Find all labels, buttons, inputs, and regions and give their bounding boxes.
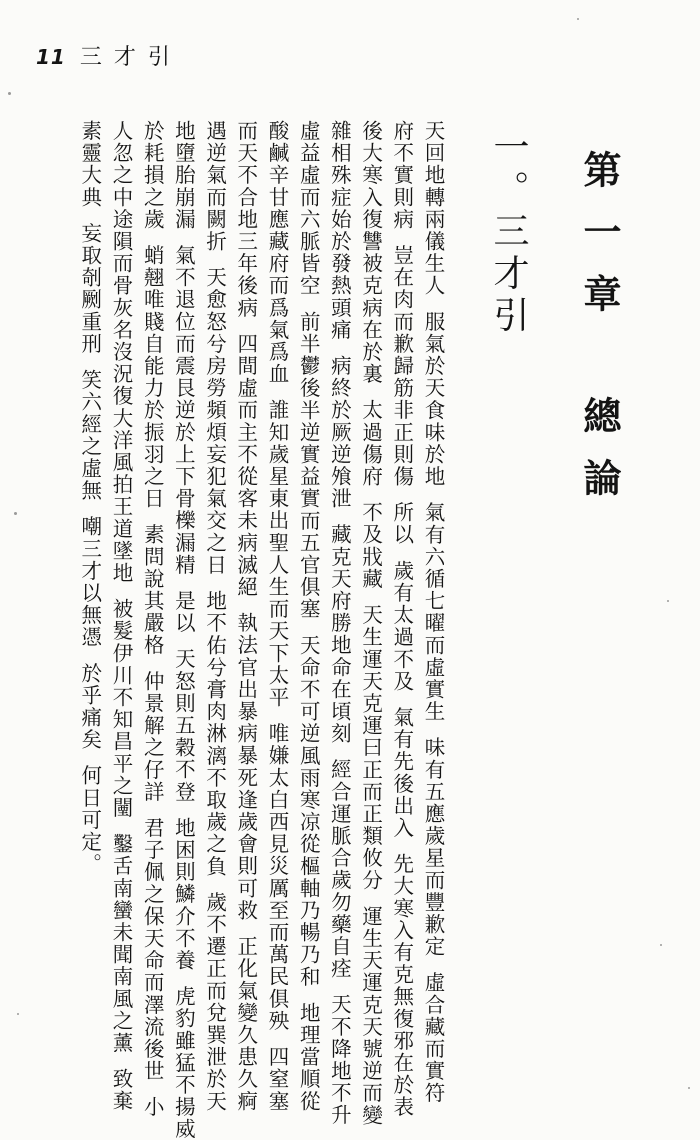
text-column bbox=[231, 120, 261, 1113]
text-phrase: 太過傷府 bbox=[358, 399, 383, 488]
text-phrase: 人忽之中途隕而骨灰名沒況復大洋風拍王道墜地 bbox=[109, 120, 133, 585]
text-phrase: 服氣於天食味於地 bbox=[421, 310, 445, 488]
text-column bbox=[324, 120, 354, 1127]
text-phrase: 蛸翹唯賤自能力於振羽之日 bbox=[140, 244, 165, 510]
text-phrase: 先大寒入有克無復邪在於表 bbox=[389, 853, 414, 1119]
text-phrase: 前半鬱後半逆實益實而五官俱塞 bbox=[296, 310, 321, 621]
text-phrase: 是以 bbox=[171, 590, 196, 635]
text-phrase: 仲景解之仔詳 bbox=[140, 670, 165, 803]
text-phrase: 地困則鱗介不養 bbox=[171, 816, 196, 972]
text-phrase: 運生天運克天號逆而變 bbox=[358, 905, 383, 1127]
text-phrase: 歲不遷正而兌巽泄於天 bbox=[202, 891, 227, 1113]
text-phrase: 誰知歲星東出聖人生而天下太平 bbox=[265, 399, 289, 709]
running-head bbox=[36, 42, 182, 73]
text-column bbox=[137, 120, 167, 1119]
section-title: 一。三才引 bbox=[488, 128, 529, 338]
scan-speck bbox=[17, 1013, 19, 1015]
text-phrase: 遇逆氣而闕折 bbox=[202, 120, 227, 253]
text-phrase: 不及戕藏 bbox=[358, 501, 383, 591]
text-phrase: 味有五應歲星而豐歉定 bbox=[421, 736, 445, 958]
scan-speck bbox=[667, 600, 669, 602]
text-column bbox=[168, 120, 198, 1140]
page-number: 11 bbox=[36, 45, 66, 69]
text-phrase: 雜相殊症始於發熱頭痛 bbox=[327, 120, 352, 341]
scan-speck bbox=[688, 1087, 690, 1089]
text-phrase: 於乎痛矣 bbox=[77, 662, 102, 751]
text-phrase: 執法官出暴病暴死逢歲會則可救 bbox=[233, 612, 258, 922]
text-phrase: 氣不退位而震艮逆於上下骨櫟漏精 bbox=[171, 244, 196, 576]
running-head-title: 三才引 bbox=[79, 45, 182, 70]
text-phrase: 天愈怒兮房勞頻煩妄犯氣交之日 bbox=[202, 266, 227, 577]
text-phrase: 藏克天府勝地命在頃刻 bbox=[327, 523, 352, 745]
chapter-number: 第一章 bbox=[577, 150, 622, 336]
text-phrase: 經合運脈合歲勿藥自痊 bbox=[327, 758, 352, 980]
text-phrase: 地墮胎崩漏 bbox=[171, 120, 196, 231]
text-phrase: 豈在肉而歉歸筋非正則傷 bbox=[389, 244, 414, 488]
text-phrase: 嘲三才以無憑 bbox=[77, 515, 102, 649]
text-phrase: 笑六經之虛無 bbox=[77, 369, 102, 502]
text-phrase: 四窒塞 bbox=[265, 1046, 289, 1113]
text-phrase: 唯嫌太白西見災厲至而萬民俱殃 bbox=[265, 722, 289, 1033]
text-phrase: 虛合藏而實符 bbox=[421, 971, 445, 1105]
text-column bbox=[200, 120, 230, 1113]
text-column bbox=[387, 120, 417, 1119]
text-phrase: 妄取剞劂重刑 bbox=[77, 222, 102, 356]
text-phrase: 天命不可逆風雨寒凉從樞軸乃暢乃和 bbox=[296, 634, 321, 988]
text-phrase: 氣有先後出入 bbox=[389, 706, 414, 840]
scan-speck bbox=[577, 18, 579, 20]
scan-speck bbox=[660, 944, 662, 946]
text-phrase: 病終於厥逆飧泄 bbox=[327, 355, 352, 510]
text-phrase: 鑿舌南蠻未聞南風之薰 bbox=[109, 833, 133, 1055]
text-phrase: 於耗損之歲 bbox=[140, 120, 165, 231]
text-phrase: 歲有太過不及 bbox=[389, 559, 414, 693]
text-column bbox=[293, 120, 323, 1113]
text-phrase: 酸鹹辛甘應藏府而爲氣爲血 bbox=[265, 120, 289, 386]
text-column bbox=[262, 120, 292, 1113]
text-phrase: 四間虛而主不從客未病滅絕 bbox=[233, 332, 258, 599]
text-phrase: 地理當順從 bbox=[296, 1001, 321, 1113]
scan-speck bbox=[8, 92, 11, 95]
text-phrase: 虎豹雖猛不揚威 bbox=[171, 985, 196, 1140]
text-phrase: 被髮伊川不知昌平之闉 bbox=[109, 598, 133, 820]
text-phrase: 地不佑兮膏肉淋漓不取歲之負 bbox=[202, 590, 227, 878]
chapter-title: 總論 bbox=[577, 396, 622, 520]
text-column bbox=[106, 120, 136, 1113]
text-phrase: 所以 bbox=[389, 501, 414, 546]
text-phrase: 虛益虛而六脈皆空 bbox=[296, 120, 321, 297]
text-phrase: 天回地轉兩儀生人 bbox=[421, 120, 445, 297]
text-phrase: 致棄 bbox=[109, 1068, 133, 1113]
text-phrase: 素靈大典 bbox=[77, 120, 102, 209]
text-phrase: 正化氣變久患久痾 bbox=[233, 935, 258, 1113]
text-phrase: 府不實則病 bbox=[389, 120, 414, 231]
text-phrase: 氣有六循七曜而虛實生 bbox=[421, 501, 445, 723]
text-phrase: 小 bbox=[140, 1096, 165, 1119]
text-phrase: 天生運天克運曰正而正類攸分 bbox=[358, 604, 383, 892]
text-column bbox=[75, 120, 105, 1060]
chapter-heading bbox=[575, 150, 627, 520]
text-phrase: 後大寒入復讐被克病在於裏 bbox=[358, 120, 383, 386]
text-phrase: 君子佩之保天命而澤流後世 bbox=[140, 816, 165, 1083]
scan-speck bbox=[14, 512, 17, 515]
text-column bbox=[356, 120, 386, 1127]
text-phrase: 天不降地不升 bbox=[327, 993, 352, 1127]
text-column bbox=[418, 120, 448, 1105]
text-phrase: 天怒則五穀不登 bbox=[171, 648, 196, 803]
text-phrase: 而天不合地三年後病 bbox=[233, 120, 258, 319]
text-phrase: 何日可定。 bbox=[77, 764, 102, 876]
text-phrase: 素問說其嚴格 bbox=[140, 523, 165, 657]
